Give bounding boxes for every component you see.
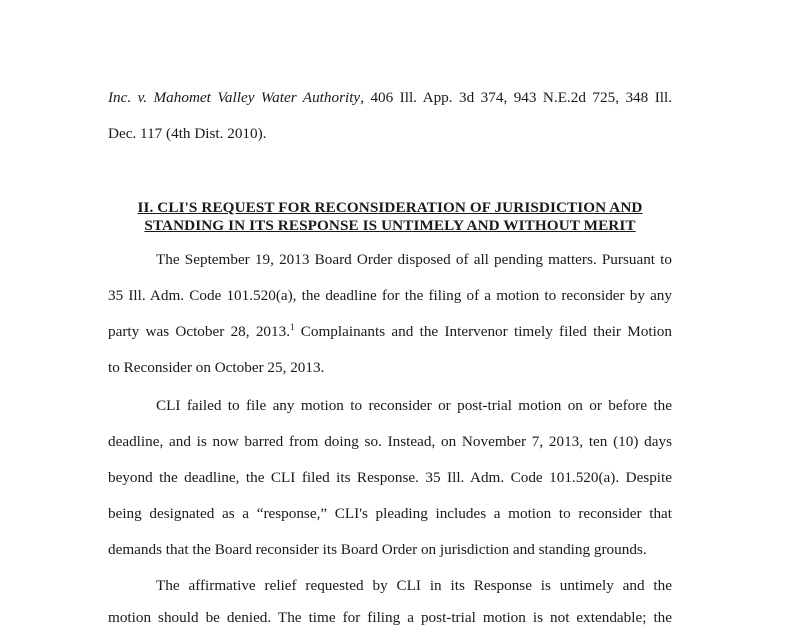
paragraph-1-line-4: to Reconsider on October 25, 2013.: [108, 359, 325, 376]
section-heading-line-1: II. CLI'S REQUEST FOR RECONSIDERATION OF JURISDICTION AND: [137, 199, 643, 216]
citation-reporters: , 406 Ill. App. 3d 374, 943 N.E.2d 725, 348 Ill.: [360, 89, 672, 106]
paragraph-1-line-3-b: Complainants and the Intervenor timely filed their Motion: [294, 323, 672, 340]
paragraph-2-line-4: being designated as a “response,” CLI's pleading includes a motion to reconsider that: [108, 505, 672, 522]
paragraph-3-line-1: The affirmative relief requested by CLI in its Response is untimely and the: [156, 577, 672, 594]
paragraph-1-line-3: [108, 322, 672, 342]
paragraph-1-line-3-a: party was October 28, 2013.: [108, 323, 290, 340]
section-heading-line-2: STANDING IN ITS RESPONSE IS UNTIMELY AND WITHOUT MERIT: [144, 217, 636, 234]
case-name: Inc. v. Mahomet Valley Water Authority: [108, 89, 361, 106]
paragraph-3-line-2: motion should be denied. The time for filing a post-trial motion is not extendable; the: [108, 609, 672, 626]
footnote-reference[interactable]: 1: [290, 322, 295, 332]
paragraph-2-line-1: CLI failed to file any motion to reconsider or post-trial motion on or before the: [156, 397, 672, 414]
paragraph-1-line-2: 35 Ill. Adm. Code 101.520(a), the deadline for the filing of a motion to reconsider by any: [108, 287, 672, 304]
citation-line-2: Dec. 117 (4th Dist. 2010).: [108, 125, 267, 142]
paragraph-2-line-5: demands that the Board reconsider its Board Order on jurisdiction and standing grounds.: [108, 541, 647, 558]
paragraph-1-line-1: The September 19, 2013 Board Order disposed of all pending matters. Pursuant to: [156, 251, 672, 268]
citation-line-1: [108, 88, 672, 108]
paragraph-2-line-3: beyond the deadline, the CLI filed its Response. 35 Ill. Adm. Code 101.520(a). Despite: [108, 469, 672, 486]
paragraph-2-line-2: deadline, and is now barred from doing so. Instead, on November 7, 2013, ten (10) days: [108, 433, 672, 450]
